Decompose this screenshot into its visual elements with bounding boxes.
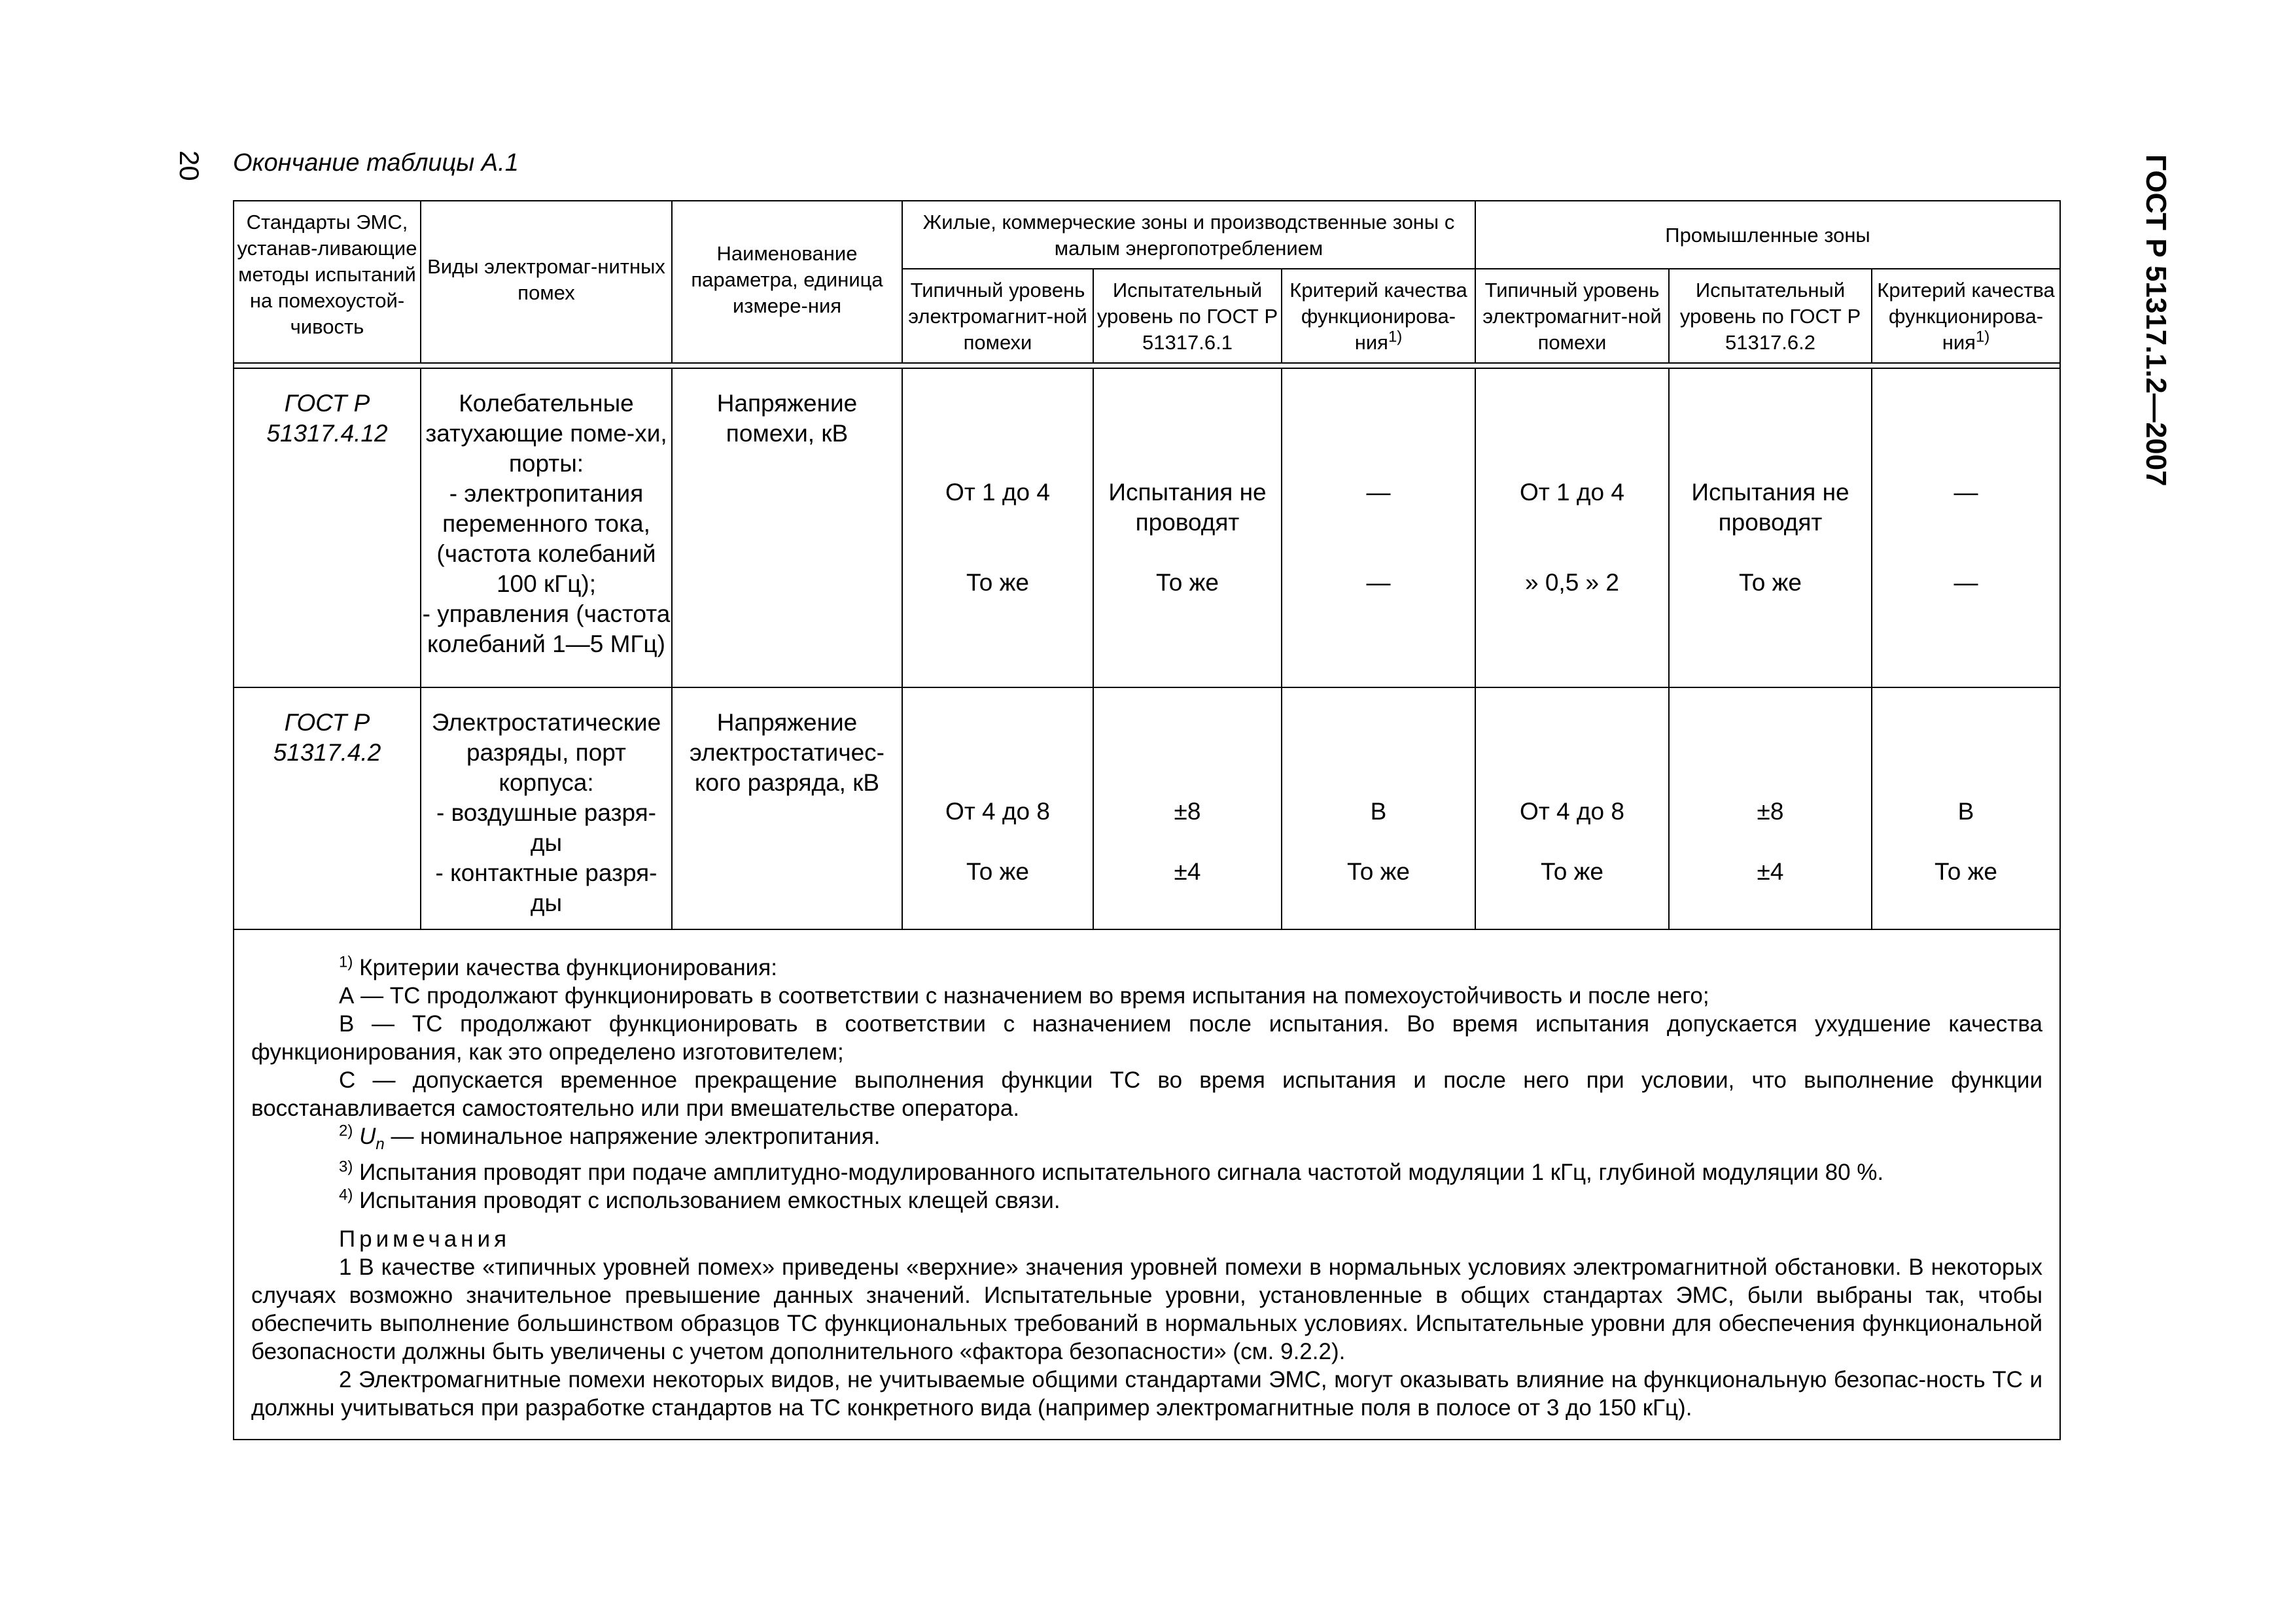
- footnote-1-a: А — ТС продолжают функционировать в соответствии с назначением во время испытания на помехоустойчивость и после него;: [339, 983, 1709, 1009]
- test-level-residential: ±8 ±4: [1093, 687, 1282, 929]
- note-1: 1 В качестве «типичных уровней помех» приведены «верхние» значения уровней помехи в нормальных условиях электромагнитной обстановки. В некоторых случаях возможно значительное превышение данных значений. Испытательные уровни, установленные в общих стандартах ЭМС, были выбраны так, чтобы обеспечить выполнение большинством образцов ТС функциональных требований в нормальных условиях. Испытательные уровни для обеспечения функциональной безопасности должны быть увеличены с учетом дополнительного «фактора безопасности» (см. 9.2.2).: [251, 1254, 2042, 1364]
- header-disturbance-types: Виды электромаг-нитных помех: [421, 201, 672, 363]
- header-residential-zones: Жилые, коммерческие зоны и производственные зоны с малым энергопотреблением: [902, 201, 1475, 269]
- footnotes-row: [234, 929, 2060, 1440]
- header-test-level-residential: Испытательный уровень по ГОСТ Р 51317.6.1: [1093, 269, 1282, 363]
- page-number: 20: [174, 150, 205, 181]
- header-typical-level-residential: Типичный уровень электромагнит-ной помехи: [902, 269, 1093, 363]
- footnote-3: $^{3)}$ Испытания проводят при подаче амплитудно-модулированного испытательного сигнала частотой модуляции 1 кГц, глубиной модуляции 80 %.: [339, 1158, 1884, 1185]
- document-id: ГОСТ Р 51317.1.2—2007: [2140, 154, 2172, 487]
- footnote-1-b: В — ТС продолжают функционировать в соответствии с назначением после испытания. Во время испытания допускается ухудшение качества функционирования, как это определено изготовителем;: [251, 1011, 2042, 1065]
- notes-title: Примечания: [339, 1226, 511, 1252]
- footnote-1-title: $^{1)}$ Критерии качества функционирования:: [339, 953, 777, 980]
- footnote-2: $^{2)}$ $U_n$ — номинальное напряжение электропитания.: [339, 1122, 881, 1153]
- standard-cell: ГОСТ Р 51317.4.2: [234, 687, 421, 929]
- table-row: [234, 368, 2060, 687]
- typical-level-residential: От 1 до 4 То же: [902, 368, 1093, 687]
- criterion-residential: — —: [1282, 368, 1475, 687]
- table-caption: Окончание таблицы А.1: [233, 149, 519, 177]
- note-2: 2 Электромагнитные помехи некоторых видов, не учитываемые общими стандартами ЭМС, могут оказывать влияние на функциональную безопас-ность ТС и должны учитываться при разработке стандартов на ТС конкретного вида (например электромагнитные поля в полосе от 3 до 150 кГц).: [251, 1367, 2042, 1421]
- typical-level-residential: От 4 до 8 То же: [902, 687, 1093, 929]
- header-industrial-zones: Промышленные зоны: [1475, 201, 2060, 269]
- header-criterion-industrial: Критерий качества функционирова-ния$^{1)}$: [1872, 269, 2060, 363]
- table-row: [234, 687, 2060, 929]
- header-standards: Стандарты ЭМС, устанав-ливающие методы испытаний на помехоустой-чивость: [234, 201, 421, 363]
- typical-level-industrial: От 1 до 4 » 0,5 » 2: [1475, 368, 1669, 687]
- typical-level-industrial: От 4 до 8 То же: [1475, 687, 1669, 929]
- footnote-4: $^{4)}$ Испытания проводят с использованием емкостных клещей связи.: [339, 1186, 1060, 1213]
- parameter-cell: Напряжение электростатичес-кого разряда, кВ: [672, 687, 902, 929]
- criterion-industrial: В То же: [1872, 687, 2060, 929]
- header-row-1: [234, 201, 2060, 269]
- standards-table: [233, 200, 2061, 1440]
- footnotes: [234, 929, 2060, 1440]
- standard-cell: ГОСТ Р 51317.4.12: [234, 368, 421, 687]
- header-typical-level-industrial: Типичный уровень электромагнит-ной помехи: [1475, 269, 1669, 363]
- header-parameter: Наименование параметра, единица измере-ния: [672, 201, 902, 363]
- test-level-industrial: ±8 ±4: [1669, 687, 1872, 929]
- parameter-cell: Напряжение помехи, кВ: [672, 368, 902, 687]
- header-test-level-industrial: Испытательный уровень по ГОСТ Р 51317.6.2: [1669, 269, 1872, 363]
- footnote-1-c: С — допускается временное прекращение выполнения функции ТС во время испытания и после него при условии, что выполнение функции восстанавливается самостоятельно или при вмешательстве оператора.: [251, 1067, 2042, 1121]
- disturbance-cell: Электростатические разряды, порт корпуса: - воздушные разря-ды - контактные разря-ды: [421, 687, 672, 929]
- disturbance-cell: Колебательные затухающие поме-хи, порты: - электропитания переменного тока, (частота колебаний 100 кГц); - управления (частота колебаний 1—5 МГц): [421, 368, 672, 687]
- test-level-industrial: Испытания не проводят То же: [1669, 368, 1872, 687]
- criterion-residential: В То же: [1282, 687, 1475, 929]
- test-level-residential: Испытания не проводят То же: [1093, 368, 1282, 687]
- header-criterion-residential: Критерий качества функционирова-ния$^{1)}$: [1282, 269, 1475, 363]
- criterion-industrial: — —: [1872, 368, 2060, 687]
